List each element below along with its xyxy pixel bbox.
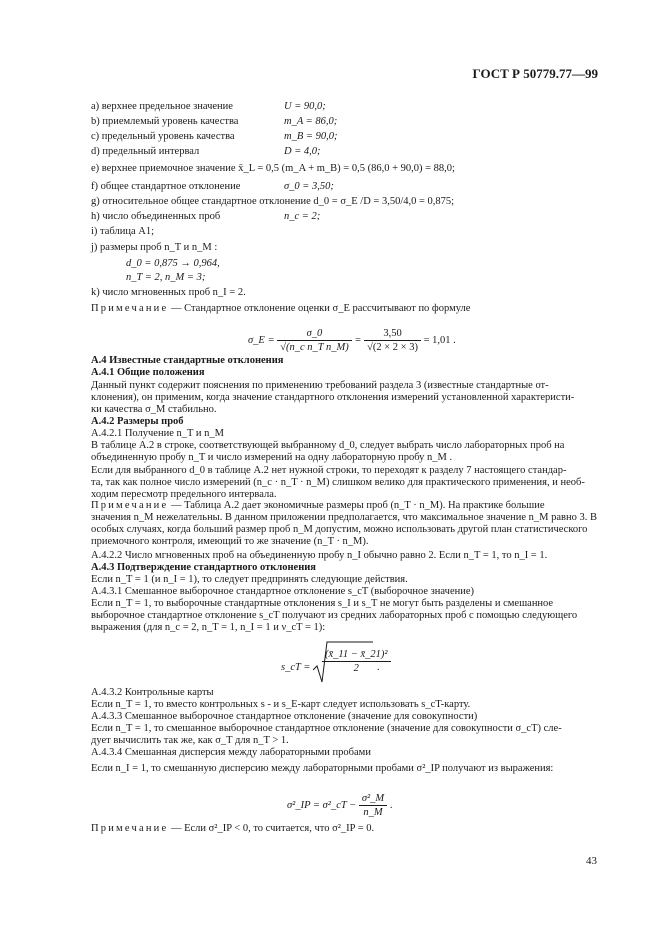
item-k: k) число мгновенных проб n_I = 2. [91, 287, 246, 298]
para-a433-heading: A.4.3.3 Смешанное выборочное стандартное отклонение (значение для совокупности) [91, 711, 478, 722]
note-2-label: Примечание [91, 500, 169, 511]
formula3-fraction: $\frac{\text{σ²\_M}}{n\_M}$ [359, 792, 387, 819]
formula2-fraction: $\frac{\text{(x̄\_11 − x̄\_21)²}}{2}$ [322, 648, 391, 675]
formula1-result: = 1,01 . [423, 334, 456, 346]
formula1-eq: = [354, 334, 362, 346]
para-a42-line3: Если для выбранного d_0 в таблице A.2 нет нужной строки, то переходят к разделу 7 настоящего стандар- [91, 465, 567, 476]
item-c-label: c) предельный уровень качества [91, 131, 235, 142]
item-h-value: n_c = 2; [284, 211, 321, 222]
para-a41-line2: клонения), он применим, когда значение стандартного отклонения измерений установленной характеристи- [91, 392, 575, 403]
para-a42-line1: В таблице A.2 в строке, соответствующей выбранному d_0, следует выбрать число лабораторных проб на [91, 440, 565, 451]
section-a4-heading: A.4 Известные стандартные отклонения [91, 355, 284, 366]
section-a43-heading: A.4.3 Подтверждение стандартного отклонения [91, 562, 316, 573]
item-a-value: U = 90,0; [284, 101, 326, 112]
note-2-line4: приемочного контроля, имеющий то же значение (n_T · n_M). [91, 536, 369, 547]
para-a433-line1: Если n_T = 1, то смешанное выборочное стандартное отклонение (значение для совокупности σ_cT) сле- [91, 723, 562, 734]
note-2-line1 [91, 500, 545, 512]
item-i: i) таблица A1; [91, 226, 155, 237]
note-2-line3: особых случаях, когда больший размер проб n_M допустим, можно использовать другой план статистического [91, 524, 588, 535]
document-header: ГОСТ Р 50779.77—99 [472, 66, 598, 81]
para-a41-line1: Данный пункт содержит пояснения по применению требований раздела 3 (известные стандартные от- [91, 380, 549, 391]
para-a433-line2: дует вычислить так же, как σ_T для n_T > 1. [91, 735, 289, 746]
item-h-label: h) число объединенных проб [91, 211, 221, 222]
para-a41-line3: ки качества σ_M стабильно. [91, 404, 217, 415]
note-2-text1: — Таблица A.2 дает экономичные размеры проб (n_T · n_M). На практике большие [168, 500, 545, 511]
para-a432-heading: A.4.3.2 Контрольные карты [91, 687, 214, 698]
item-b-value: m_A = 86,0; [284, 116, 338, 127]
para-a432-line1: Если n_T = 1, то вместо контрольных s - и s_E-карт следует использовать s_cT-карту. [91, 699, 471, 710]
formula-sigma-e [248, 327, 456, 354]
note-3 [91, 823, 374, 835]
para-a42-line5: ходим пересмотр предельного интервала. [91, 489, 277, 500]
section-a42-heading: A.4.2 Размеры проб [91, 416, 184, 427]
formula2-end: . [377, 662, 380, 673]
note-1-label: Примечание [91, 303, 169, 314]
item-d-label: d) предельный интервал [91, 146, 200, 157]
note-1-text: — Стандартное отклонение оценки σ_E рассчитывают по формуле [168, 303, 471, 314]
para-a434-heading: A.4.3.4 Смешанная дисперсия между лабораторными пробами [91, 747, 371, 758]
item-a-label: a) верхнее предельное значение [91, 101, 233, 112]
formula3-end: . [389, 799, 393, 811]
formula1-lhs: σ_E = [248, 334, 275, 346]
para-a431-line1: Если n_T = 1, то выборочные стандартные отклонения s_I и s_T не могут быть разделены и смешанное [91, 598, 554, 609]
formula1-fraction-1: $\frac{\sigma\_0}{\text{√(n\_c n\_T n\_M)}}$ [277, 327, 352, 354]
formula1-fraction-2: $\frac{3,50}{√(2 \times 2 \times 3)}$ [364, 327, 421, 354]
section-a41-heading: A.4.1 Общие положения [91, 367, 205, 378]
page-number: 43 [586, 855, 597, 867]
para-a43-line1: Если n_T = 1 (и n_I = 1), то следует предпринять следующие действия. [91, 574, 408, 585]
para-a434-line1: Если n_I = 1, то смешанную дисперсию между лабораторными пробами σ²_IP получают из выражения: [91, 763, 554, 774]
note-1 [91, 303, 470, 315]
para-a42-line2: объединенную пробу n_T и число измерений на одну лабораторную пробу n_M . [91, 452, 453, 463]
item-f-value: σ_0 = 3,50; [284, 181, 334, 192]
item-c-value: m_B = 90,0; [284, 131, 338, 142]
para-a431-line3: выражения (для n_c = 2, n_T = 1, n_I = 1 и ν_cT = 1): [91, 622, 326, 633]
item-e: e) верхнее приемочное значение x̄_L = 0,5 (m_A + m_B) = 0,5 (86,0 + 90,0) = 88,0; [91, 163, 455, 174]
para-a431-line2: выборочное стандартное отклонение s_cT получают из средних лабораторных проб с помощью следующего [91, 610, 578, 621]
para-a431-heading: A.4.3.1 Смешанное выборочное стандартное отклонение s_cT (выборочное значение) [91, 586, 475, 597]
item-j: j) размеры проб n_T и n_M : [91, 242, 218, 253]
formula2-lhs: s_cT = [281, 662, 311, 673]
item-j-line1: d_0 = 0,875 → 0,964, [126, 258, 220, 269]
item-d-value: D = 4,0; [284, 146, 321, 157]
item-g: g) относительное общее стандартное отклонение d_0 = σ_E /D = 3,50/4,0 = 0,875; [91, 196, 455, 207]
para-a42-line4: та, так как полное число измерений (n_c · n_T · n_M) слишком велико для практического применения, и необ- [91, 477, 585, 488]
note-3-label: Примечание [91, 823, 169, 834]
note-2-line2: значения n_M нежелательны. В данном приложении предполагается, что максимальное значение n_M равно 3. В [91, 512, 597, 523]
item-f-label: f) общее стандартное отклонение [91, 181, 241, 192]
item-j-line2: n_T = 2, n_M = 3; [126, 272, 206, 283]
para-a421-heading: A.4.2.1 Получение n_T и n_M [91, 428, 224, 439]
item-b-label: b) приемлемый уровень качества [91, 116, 239, 127]
note-3-text: — Если σ²_IP < 0, то считается, что σ²_IP = 0. [168, 823, 375, 834]
formula3 [287, 792, 392, 819]
formula3-lhs: σ²_IP = σ²_cT − [287, 799, 357, 811]
para-a422: A.4.2.2 Число мгновенных проб на объединенную пробу n_I обычно равно 2. Если n_T = 1, то n_I = 1. [91, 550, 548, 561]
